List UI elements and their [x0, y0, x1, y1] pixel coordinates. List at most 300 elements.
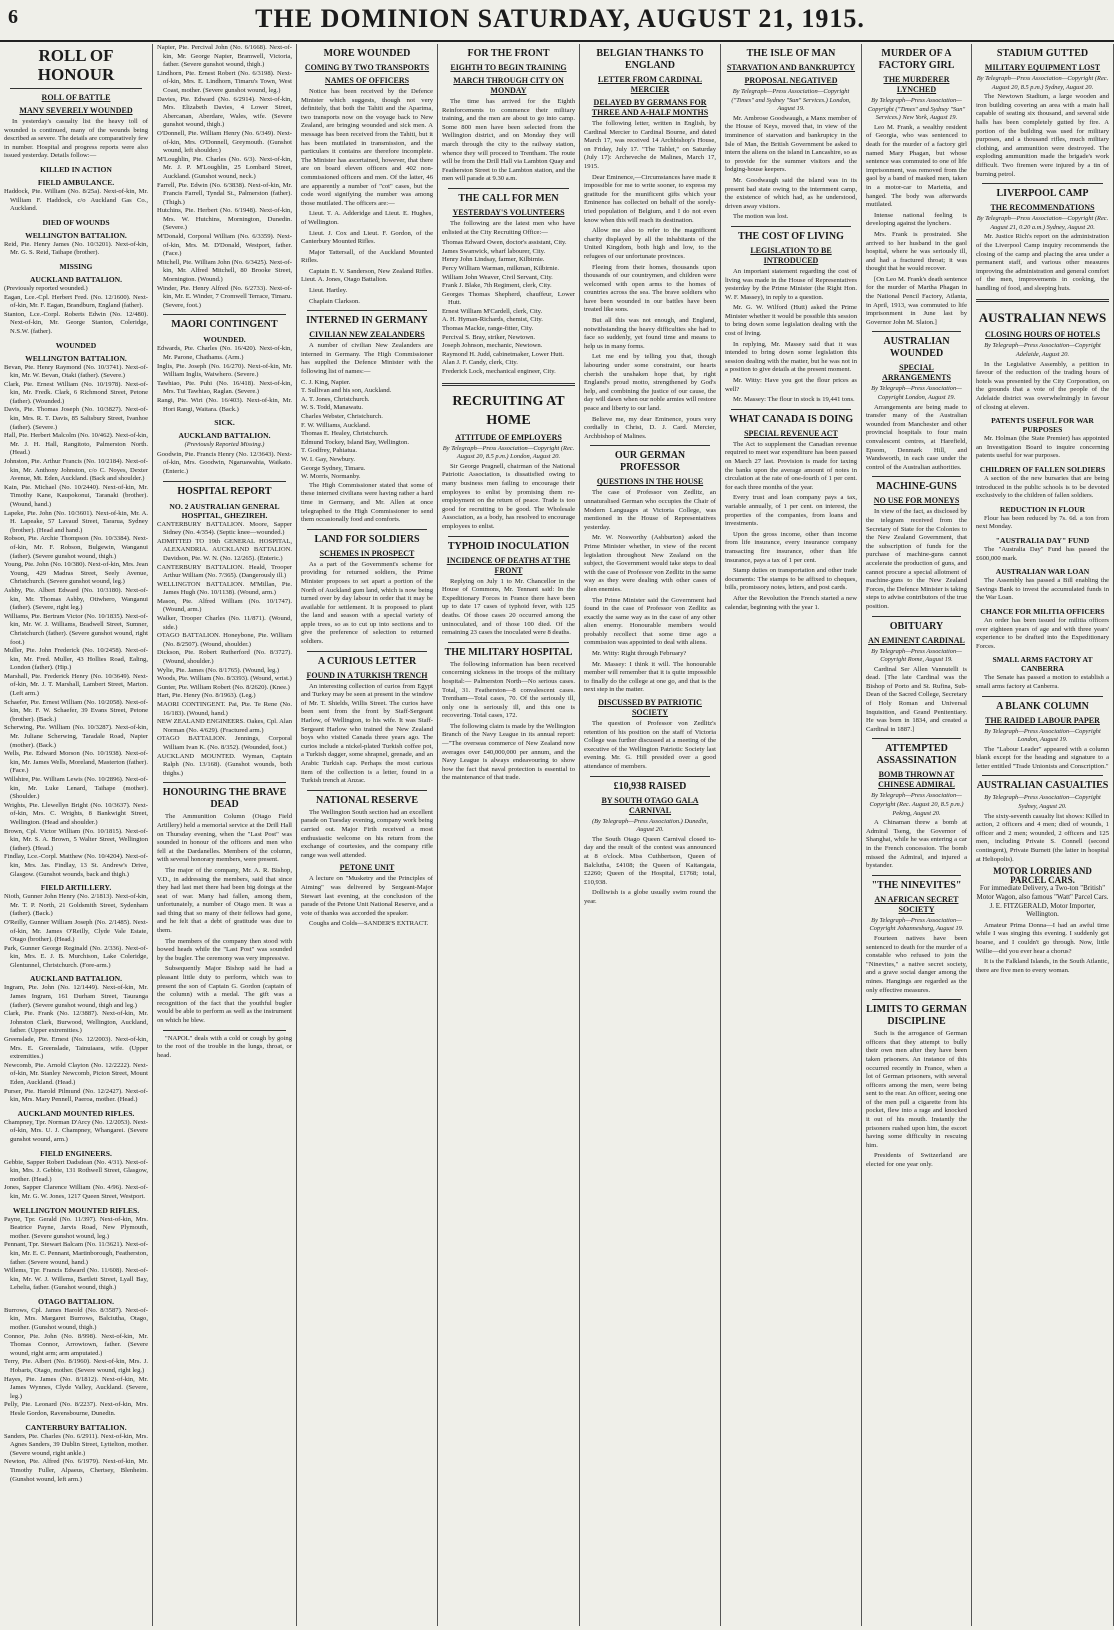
headline: INTERNED IN GERMANY: [306, 315, 428, 327]
divider: [307, 651, 427, 652]
dateline: By Telegraph—Press Association—Copyright (Rec. August 21, 0.20 a.m.) Sydney, August 20.: [976, 215, 1109, 231]
list-entry: Young, Pte. John (No. 10/380). Next-of-kin, Mrs. Jean Young, 429 Madras Street, Seely Avenue, Christchurch. (Severe gunshot wound, leg.): [4, 561, 148, 586]
unit-heading: AUCKLAND MOUNTED RIFLES.: [17, 1108, 135, 1118]
list-entry: Terry, Pte. Albert (No. 8/1960). Next-of-kin, Mrs. J. Hobarts, Otago, mother. (Severe wound, right leg.): [4, 1358, 148, 1375]
article-body: Arrangements are being made to transfer many of the Australian wounded from Manchester and other provincial hospitals to four main convalescent centres, at Harefield, Epsom, Denmark Hill, and Wandsworth, in each case under the control of the Australian authorities.: [866, 403, 967, 471]
article-body: The Newtown Stadium, a large wooden and iron building covering an area with a main hall capable of seating six thousand, and several side halls has been completely gutted by fire. A portion of the building was used for military purposes, and a thousand rifles, much military clothing, and ammunition were destroyed. The exploding ammunition made the brigade's work difficult. Two firemen were injured by a tin of burning petrol.: [976, 93, 1109, 178]
paragraph: But all this was not enough, and England, notwithstanding the heavy difficulties she had to face so suddenly, yet found time and means to help us in many forms.: [584, 317, 716, 350]
paragraph: Chaplain Clarkson.: [309, 297, 360, 305]
list-entry: AUCKLAND MOUNTED. Wyman, Captain Ralph (No. 13/168). (Gunshot wounds, both thighs.): [157, 752, 292, 777]
divider: [872, 999, 961, 1000]
dateline: (By Telegraph—Press Association.) Dunedin, August 20.: [591, 817, 709, 834]
headline: LAND FOR SOLDIERS: [314, 533, 420, 545]
name-list: [442, 239, 575, 377]
article-body: The South Otago Queen Carnival closed to-day and the result of the contest was announced at 8 o'clock. Miss Cuthbertson, Queen of Balclutha, £4108; the Queen of Kaitangata, £2260; Queen of the Hospital, £1768; total, £10,938.: [584, 835, 716, 886]
list-entry: C. J. King, Napier.: [301, 378, 351, 386]
list-entry: Mason, Pte. Alfred William (No. 10/1747). (Wound, arm.): [157, 597, 292, 614]
list-entry: Jones, Sapper Clarence William (No. 4/96). Next-of-kin, Mr. G. W. Jones, 1217 Queen Street, Westport.: [4, 1184, 148, 1200]
dateline: By Telegraph—Press Association—Copyright London, August 19.: [871, 385, 962, 402]
list-entry: M'Loughlin, Pte. Charles (No. 6/3). Next-of-kin, Mr. J. P. M'Loughlin, 25 Lombard Street, Auckland. (Gunshot wound, neck.): [157, 155, 292, 180]
divider: [982, 183, 1103, 184]
headline: MAORI CONTINGENT: [171, 319, 278, 331]
list-entry: Payne, Tpr. Gerald (No. 11/397). Next-of-kin, Mrs. Beatrice Payne, Jarvis Road, New Plymouth, mother. (Severe gunshot wound, leg.): [4, 1215, 148, 1240]
divider: [976, 299, 1109, 302]
divider: [163, 314, 286, 315]
list-entry: Edmund Tockey, Island Bay, Wellington.: [301, 438, 409, 446]
section-heading: REDUCTION IN FLOUR: [999, 504, 1086, 514]
subhead: BOMB THROWN AT CHINESE ADMIRAL: [878, 770, 955, 790]
list-entry: Pelly, Pte. Leonard (No. 8/2237). Next-of-kin, Mrs. Hesle Gordon, Ravensbourne, Dunedin.: [4, 1401, 148, 1417]
paragraph: Fleeing from their homes, thousands upon thousands of our countrymen, and children were welcomed with open arms to the homes of countries across the sea. The brave soldiers who have been wounded in our battles have been treated like sons.: [584, 263, 716, 314]
list-entry: Findlay, Lce.-Corpl. Matthew (No. 10/4204). Next-of-kin, Mrs. Jas. Findlay, 13 St. Andrew's Drive, Glasgow. (Gunshot wounds, back and thigh.): [4, 853, 148, 878]
list-entry: Percy William Warman, milkman, Kilbirnie.: [442, 264, 560, 272]
list-entry: Burrows, Cpl. James Harold (No. 8/3587). Next-of-kin, Mrs. Margaret Burrows, Balciutha, Otago, mother. (Gunshot wound, thigh.): [4, 1306, 148, 1332]
list-entry: Champney, Tpr. Norman D'Arcy (No. 12/2053). Next-of-kin, Mrs. U. J. Champney, Whangarei. (Severe gunshot wound, arm.): [4, 1118, 148, 1143]
list-entry: Winder, Pte. Henry Alfred (No. 6/2733). Next-of-kin, Mr. E. Winder, 7 Cromwell Terrace, Timaru. (Severe, foot.): [157, 284, 292, 309]
list-entry: Napier, Pte. Percival John (No. 6/1668). Next-of-kin, Mr. George Napier, Bramwell, Victoria, father. (Severe gunshot wound, thigh.): [157, 44, 292, 69]
list-entry: Johnston, Pte. Arthur Francis (No. 10/2184). Next-of-kin, Mr. Anthony Johnston, c/o C. Noyes, Dexter Avenue, Mt. Eden, Auckland. (Back and shoulder.): [4, 458, 148, 483]
footer-note: Presidents of Switzerland are elected for one year only.: [866, 1152, 967, 1169]
headline: A CURIOUS LETTER: [317, 655, 417, 667]
list-entry: Nioth, Gunner John Henry (No. 2/1813). Next-of-kin, Mr. T. P. North, 21 Goldsmith Street, Sydenham (father). (Back.): [4, 893, 148, 918]
paragraph: In replying, Mr. Massey said that it was intended to bring down some legislation this session dealing with the matter, but he was not in a position to give details at the present moment.: [725, 340, 857, 374]
list-entry: MAORI CONTINGENT. Pai, Pte. Te Rene (No. 16/183). (Wound, hand.): [157, 701, 292, 717]
list-entry: W. Morris, Normanby.: [301, 473, 361, 481]
list-entry: Park, Gunner George Reginald (No. 2/336). Next-of-kin, Mrs. E. J. B. Murchison, Lake Coleridge, Glentunnel, Christchurch. (Fore-arm.): [4, 944, 148, 969]
list-entry: Raymond H. Judd, cabinetmaker, Lower Hutt.: [442, 350, 564, 358]
list-entry: Inglis, Pte. Joseph (No. 16/270). Next-of-kin, Mr. William Inglis, Waiwhero. (Severe.): [157, 362, 292, 379]
article-body: The Wellington South section had an excellent parade on Tuesday evening, company work being carried out. Major Firth received a most enthusiastic welcome on his return from the exchange of courtesies, and the company rifle range was well attended.: [301, 808, 433, 859]
subhead: MANY SEVERELY WOUNDED: [19, 106, 133, 115]
list-entry: Hayes, Pte. James (No. 8/1812). Next-of-kin, Mr. James Wynnes, Clyde Valley, Auckland. (Severe, leg.): [4, 1375, 148, 1400]
list-entry: Clark, Pte. Ernest William (No. 10/1978). Next-of-kin, Mr. Fredk. Clark, 6 Richmond Street, Petone (father). (Wounded.): [4, 380, 148, 405]
paragraph: Stamp duties on transportation and other trade documents: The stamps to be affixed to cheques, bills, promissory notes, letters, and post cards.: [725, 567, 857, 592]
casualty-list: [4, 1433, 148, 1485]
list-entry: Alan J. F. Candy, clerk, City.: [442, 359, 518, 367]
ad-title: MOTOR LORRIES AND PARCEL CARS.: [993, 866, 1092, 885]
dateline: By Telegraph—Press Association—Copyright (Rec. August 20, 8.5 p.m.) Sydney, August 20.: [976, 75, 1109, 91]
list-entry: Clark, Pte. Frank (No. 12/3887). Next-of-kin, Mr. Johnston Clark, Burwood, Wellington, Auckland, father. (Upper extremities.): [4, 1010, 148, 1035]
divider: [731, 226, 851, 227]
headline: "THE NINEVITES": [871, 879, 962, 891]
list-entry: OTAGO BATTALION. Honeybone, Pte. William (No. 8/2507). (Wound, shoulder.): [157, 632, 292, 648]
subhead: FOUND IN A TURKISH TRENCH: [306, 670, 428, 680]
list-entry: Rangi, Pte. Wiri (No. 16/403). Next-of-kin, Mr. Hori Rangi, Waitara. (Back.): [157, 396, 292, 413]
section-heading: WOUNDED.: [203, 335, 246, 345]
list-entry: Newcomb, Pte. Arnold Clayton (No. 12/2222). Next-of-kin, Mr. Stanley Newcomb, Picton Street, Mount Eden, Auckland. (Head.): [4, 1061, 148, 1086]
list-entry: Ashby, Pte. Albert Edward (No. 10/3180). Next-of-kin, Mr. Thomas Ashby, Otiwhero, Wanganui (father). (Severe, right leg.): [4, 586, 148, 612]
article-body: Such is the arrogance of German officers that they attempt to bully their own men after they have been taken prisoners. An instance of this occurred recently in France, when a lot of German prisoners, with several officers among the men, were being sent to the rear. An officer, seeing one of the men pull a cigarette from his pocket, flew into a rage and knocked it out of his mouth. Instantly the prisoners rushed upon him, the escort having some difficulty in rescuing him.: [866, 1030, 967, 1149]
section-heading: MISSING: [59, 261, 93, 271]
paragraph: Captain E. V. Sanderson, New Zealand Rifles. Lieut. A. Jones, Otago Battalion.: [301, 267, 433, 284]
page-number: 6: [8, 6, 18, 28]
subhead: PROPOSAL NEGATIVED: [744, 76, 838, 85]
list-entry: CANTERBURY BATTALION. Heald, Trooper Arthur William (No. 7/365). (Dangerously ill.): [157, 563, 292, 580]
article-body: [866, 124, 967, 328]
article-body: [157, 813, 292, 1025]
dateline: By Telegraph—Press Association—Copyright (Rec. August 20, 8.5 p.m.) Peking, August 20.: [869, 792, 964, 817]
casualty-list: [4, 188, 148, 214]
headline: HONOURING THE BRAVE DEAD: [162, 787, 287, 811]
section-heading: DIED OF WOUNDS: [42, 217, 110, 227]
subhead: STARVATION AND BANKRUPTCY: [726, 63, 856, 72]
section-heading: CHANCE FOR MILITIA OFFICERS: [980, 606, 1105, 616]
list-entry: Dickson, Pte. Robert Rutherford (No. 8/3727). (Wound, shoulder.): [157, 649, 292, 666]
list-entry: Pennant, Tpr. Stewart Balcam (No. 11/3621). Next-of-kin, Mr. E. C. Pennant, Martinborough, Featherston, father. (Severe wound, hand.): [4, 1241, 148, 1266]
unit-heading: WELLINGTON MOUNTED RIFLES.: [12, 1205, 140, 1215]
unit-heading: FIELD ENGINEERS.: [40, 1148, 112, 1158]
list-entry: O'Reilly, Gunner William Joseph (No. 2/1485). Next-of-kin, Mr. James O'Reilly, Clyde Vale Estate, Otago (brother). (Head.): [4, 918, 148, 944]
headline: OBITUARY: [889, 620, 944, 632]
divider: [448, 536, 569, 537]
article-body: In the Legislative Assembly, a petition in favour of the reduction of the trading hours of hotels was presented by the City Corporation, on the grounds that a vote of the people of the Adelaide district was overwhelmingly in favour of closing at eleven.: [976, 360, 1109, 411]
headline: THE COST OF LIVING: [738, 230, 844, 242]
paragraph: The Act to supplement the Canadian revenue required to meet war expenditure has been passed on March 27 last. Provision is made for taxing the banks upon the average amount of notes in circulation at the rate of one-fourth of 1 per cent. for each three months of the year.: [725, 440, 857, 491]
article-body: An interesting collection of curios from Egypt and Turkey may be seen at present in the window of Mr. T. Shields, Willis Street. The curios have been sent from the front by Staff-Sergeant Harlow, of Wellington, to his wife. It was Staff-Sergeant Harlow who trained the New Zealand boys who visited Canada three years ago. The curios include a nickel-plated Turkish coffee pot, a Turkish dagger, some shrapnel, grenade, and an Arabic Turkish cap. Perhaps the most curious item of the collection is a letter, found in a Turkish trench at Anzac.: [301, 682, 433, 785]
article-body: [301, 88, 433, 306]
list-entry: Gunter, Pte. William Robert (No. 8/2620). (Knee.): [157, 683, 290, 691]
article-body: A number of civilian New Zealanders are interned in Germany. The High Commissioner has supplied the Defence Minister with the following list of names:—: [301, 342, 433, 376]
divider: [448, 642, 569, 643]
list-entry: Hart, Pte. Henry (No. 8/1963). (Leg.): [157, 692, 256, 700]
article-body: Mr. Justice Rich's report on the administration of the Liverpool Camp inquiry recommends the closing of the camp and placing the area under a permanent staff, and various other measures improving the administration and general comfort of the men, improvements in cooking, the handling of food, and sleeping huts.: [976, 233, 1109, 292]
list-entry: Brown, Cpl. Victor William (No. 10/1815). Next-of-kin, Mr. S. A. Brown, 5 Walter Street, Wellington (father). (Head.): [4, 827, 148, 852]
list-entry: Newton, Pte. Alfred (No. 6/1979). Next-of-kin, Mr. Timothy Fuller, Alpaeus, Chertsey, Blenheim. (Gunshot wound, left arm.): [4, 1458, 148, 1483]
ad-body: For immediate Delivery, a Two-ton "British" Motor Wagon, also famous "Watt" Parcel Cars. J. E. FITZGERALD, Motor Importer, Wellington.: [976, 884, 1109, 919]
list-entry: Bevan, Pte. Henry Raymond (No. 10/3741). Next-of-kin, Mr. W. Bevan, Otaki (father). (Severe.): [4, 363, 148, 380]
divider: [307, 529, 427, 530]
paragraph: Mrs. Frank is prostrated. She arrived to her husband in the gaol hospital, where he was seriously ill, and had a fractured throat; it was thought that he would recover.: [866, 230, 967, 273]
subhead: ROLL OF BATTLE: [41, 93, 111, 102]
list-entry: Goodwin, Pte. Francis Henry (No. 12/3643). Next-of-kin, Mrs. Goodwin, Ngaruawahia, Waikato. (Enteric.): [157, 450, 292, 475]
column-isle-of-man: [721, 44, 862, 1626]
article-body: The time has arrived for the Eighth Reinforcements to commence their military training, and the men are about to go into camp. Some 800 men have been selected from the Wellington district, and on Monday they will march through the city to the railway station, whence they will proceed to Trentham. The route will be from the Drill Hall via Lambton Quay and Featherston Street to the Lambton station, and the men will parade at 9.30 a.m.: [442, 98, 575, 183]
paragraph: The Prime Minister said the Government had found in the case of Professor von Zedlitz as exactly the same way as in the case of any other alien enemy. Honourable members would probably recollect that some time ago a commission was appointed to deal with aliens.: [584, 596, 716, 647]
list-entry: O'Donnell, Pte. William Henry (No. 6/349). Next-of-kin, Mrs. O'Donnell, Greymouth. (Gunshot wound, left shoulder.): [157, 129, 292, 155]
paragraph: Allow me also to refer to the magnificent charity displayed by all the inhabitants of the United Kingdom, both high and low, to the refugees of our unfortunate provinces.: [584, 227, 716, 260]
article-body: The Assembly has passed a Bill enabling the Savings Bank to invest the accumulated funds in the War Loan.: [976, 577, 1109, 602]
unit-heading: AUCKLAND BATTALION.: [29, 974, 123, 984]
article-body: It is the Falkland Islands, in the South Atlantic, there are five men to every woman.: [976, 958, 1109, 974]
dateline: By Telegraph—Press Association—Copyright Adelaide, August 20.: [984, 342, 1101, 359]
section-heading: AUSTRALIAN WAR LOAN: [995, 567, 1090, 577]
section-heading: SICK.: [214, 418, 235, 428]
headline: HOSPITAL REPORT: [177, 485, 272, 497]
headline: FOR THE FRONT: [467, 48, 550, 59]
subhead: LEGISLATION TO BE INTRODUCED: [750, 245, 832, 265]
subhead: PETONE UNIT: [339, 863, 395, 873]
paragraph: Believe me, my dear Eminence, yours very cordially in Christ, D. J. Card. Mercier, Archbishop of Malines.: [584, 415, 716, 440]
list-entry: T. Sullivan and his son, Auckland.: [301, 387, 392, 395]
list-entry: Willshire, Pte. William Lewis (No. 10/2896). Next-of-kin, Mr. Luke Lenard, Taihape (mother). (Shoulder.): [4, 776, 148, 801]
list-entry: Ernest William M'Cardell, clerk, City.: [442, 307, 543, 315]
list-entry: Robson, Pte. Archie Thompson (No. 10/3384). Next-of-kin, Mr. F. Robson, Bulgewin, Wanganui (father). (Severe gunshot wound, thigh.): [4, 535, 148, 560]
paragraph: The Ammunition Column (Otago Field Artillery) held a memorial service at the Drill Hall on Thursday evening, when the "Last Post" was sounded in honour of the officers and men who fell at the Dardanelles. Members of the column, with several honorary members, were present.: [157, 813, 292, 864]
subhead: NAMES OF OFFICERS: [324, 76, 410, 85]
casualty-list: [157, 345, 292, 414]
subhead: LETTER FROM CARDINAL MERCIER: [597, 75, 702, 94]
list-entry: WELLINGTON BATTALION. M'Millan, Pte. James Hugh (No. 10/1138). (Wound, arm.): [157, 580, 292, 597]
divider: [872, 616, 961, 617]
unit-heading: AUCKLAND BATTALION.: [178, 431, 271, 441]
subhead: BY SOUTH OTAGO GALA CARNIVAL: [601, 795, 699, 815]
headline: THE MILITARY HOSPITAL: [444, 646, 573, 658]
article-body: Sir George Pragnell, chairman of the National Patriotic Association, is dissatisfied owing to many business men failing to encourage their employees to enlist by promising them re-employment on the return of peace. Trade is too good for recruiting to be good. The Wholesale Association, as a body, has resolved to encourage employees to enlist.: [442, 462, 575, 530]
article-body: Amateur Prima Donna—I had an awful time while I was singing this evening. I suddenly got hoarse, and I couldn't go through. Now, little Willie—did you ever hear a chorus?: [976, 921, 1109, 955]
subhead: EIGHTH TO BEGIN TRAINING: [450, 63, 567, 72]
subhead: DELAYED BY GERMANS FOR THREE AND A-HALF MONTHS: [591, 98, 709, 117]
list-entry: Charles Webster, Christchurch.: [301, 413, 383, 420]
list-entry: Thomas E. Healey, Christchurch.: [301, 430, 389, 438]
divider: [307, 310, 427, 311]
section-heading: WOUNDED: [55, 340, 97, 350]
article-body: In yesterday's casualty list the heavy toll of wounded is continued, many of the wounds being described as severe. The details are comparatively few in number. Hospital and progress reports were also issued yesterday. Details follow:—: [4, 118, 148, 160]
article-body: The following are the latest men who have enlisted at the City Recruiting Office:—: [442, 219, 575, 236]
list-entry: M'Donald, Corporal William (No. 6/3359). Next-of-kin, Mrs. M. D'Donald, Westport, father. (Face.): [157, 233, 292, 258]
unit-heading: CANTERBURY BATTALION.: [25, 1422, 127, 1432]
article-body: A lecture on "Musketry and the Principles of Aiming" was delivered by Sergeant-Major Stewart last evening, at the conclusion of the parade of the Petone Unit National Reserve, and a vote of thanks was accorded the speaker.: [301, 875, 434, 917]
list-entry: Edwards, Pte. Charles (No. 16/420). Next-of-kin, Mr. Parone, Chathams. (Arm.): [157, 345, 292, 361]
divider: [872, 476, 961, 477]
advertisement: Coughs and Colds—SANDER'S EXTRACT.: [309, 920, 429, 928]
unit-heading: FIELD ARTILLERY.: [40, 883, 112, 893]
divider: [872, 875, 961, 876]
paragraph: Every trust and loan company pays a tax, variable annually, of 1 per cent. on interest, the properties of the companies, from loans and investments.: [725, 494, 857, 528]
footer-note: Dolliwish is a globe usually swim round the year.: [584, 889, 716, 905]
list-entry: CANTERBURY BATTALION. Moore, Sapper Sidney (No. 4/354). (Septic knee—wounded.): [157, 520, 292, 537]
headline: THE ISLE OF MAN: [746, 48, 836, 59]
name-list: [301, 379, 433, 482]
article-body: The sixty-seventh casualty list shows: Killed in action, 2 officers and 4 men; died of wounds, 1 officer and 2 men; wounded, 2 officers and 125 men, including Private S. Connell (second contingent), Private Burnett (the latter in hospital at Heliopolis).: [976, 812, 1109, 863]
article-body: [725, 268, 857, 405]
subhead: AN EMINENT CARDINAL: [868, 635, 965, 645]
paragraph: Lieut. Hartley.: [309, 287, 348, 295]
article-body: [725, 441, 857, 593]
list-entry: Haddock, Pte. William (No. 8/25a). Next-of-kin, Mr. William F. Haddock, c/o Auckland Gas Co., Auckland.: [4, 187, 148, 213]
paragraph: Subsequently Major Bishop said he had a pleasant little duty to perform, which was to present the son of Captain G. Gordon (captain of the column) with a medal. The gift was a recognition of the fact that the youthful bugler would be able to perform as well as the instrument on which he blew.: [157, 965, 292, 1024]
paragraph: An important statement regarding the cost of living was made in the House of Representatives yesterday by the Prime Minister (the Right Hon. W. F. Massey), in reply to a question.: [725, 267, 857, 301]
column-more-wounded: [297, 44, 438, 1626]
list-entry: Purser, Pte. Harold Pilmund (No. 12/2427). Next-of-kin, Mrs. Mary Pennell, Paeroa, mother. (Head.): [4, 1087, 148, 1104]
casualty-list: [4, 1216, 148, 1293]
paragraph: [On Leo M. Frank's death sentence for the murder of Martha Phagan in the National Pencil Factory, Atlanta, in April, 1913, was commuted to life imprisonment in June last by Governor John M. Slaton.]: [866, 275, 967, 326]
list-entry: Schaefer, Pte. Ernest William (No. 10/2058). Next-of-kin, Mr. F. W. Schaefer, 39 Evans Street, Petone (brother). (Back.): [4, 698, 148, 723]
subhead: NO USE FOR MONEYS: [873, 496, 960, 506]
headline: £10,938 RAISED: [613, 780, 687, 792]
subhead: CLOSING HOURS OF HOTELS: [984, 330, 1101, 340]
list-entry: Lindhorn, Pte. Ernest Robert (No. 6/3198). Next-of-kin, Mrs. E. Lindhorn, Timaru's Town, West Coast, mother. (Severe gunshot wound, leg.): [157, 69, 292, 94]
advertisement: "NAPOL" deals with a cold or cough by going to the root of the trouble in the lungs, throat, or head.: [157, 1034, 292, 1059]
paragraph: Mr. Goodwaugh said the island was in its present bad state owing to the internment camp, the existence of which had, as he understood, driven away visitors.: [725, 176, 857, 210]
headline: MURDER OF A FACTORY GIRL: [878, 48, 955, 71]
article-body: The High Commissioner stated that some of these interned civilians were having rather a hard time in Germany, and Mr. Allen at once telegraphed to the High Commissioner to send them occasionally food and comforts.: [301, 481, 433, 524]
subhead: SCHEMES IN PROSPECT: [319, 548, 415, 558]
list-entry: Wylie, Pte. James (No. 8/1765). (Wound, leg.): [157, 666, 280, 674]
paragraph: The members of the company then stood with bowed heads while the "Last Post" was sounded by the bugler. The ceremony was very impressive.: [157, 937, 292, 962]
paragraph: Upon the gross income, other than income from life insurance, every insurance company transacting fire insurance, other than life insurance, pays a tax of 1 per cent.: [725, 530, 857, 564]
subhead: DISCUSSED BY PATRIOTIC SOCIETY: [598, 698, 702, 718]
unit-heading: WELLINGTON BATTALION.: [25, 353, 127, 363]
paragraph: Mr. Ambrose Goodwaugh, a Manx member of the House of Keys, moved that, in view of the imminence of starvation and bankruptcy in the Isle of Man, the British Government be asked to intern the aliens on the island in Lancashire, so as to provide for the summer visitors and the lodging-house keepers.: [725, 114, 857, 174]
unit-heading: OTAGO BATTALION.: [38, 1296, 114, 1306]
list-entry: Henry John Lindsay, farmer, Kilbirnie.: [442, 256, 545, 264]
subhead: AN AFRICAN SECRET SOCIETY: [874, 894, 959, 914]
subhead: INCIDENCE OF DEATHS AT THE FRONT: [446, 555, 571, 575]
list-entry: Ingram, Pte. John (No. 12/1449). Next-of-kin, Mr. James Ingram, 161 Durham Street, Tauranga (father). (Severe gunshot wound, thigh and leg.): [4, 984, 148, 1009]
headline: ATTEMPTED ASSASSINATION: [876, 743, 957, 767]
list-entry: Wrights, Pte. Llewellyn Bright (No. 10/3637). Next-of-kin, Mrs. C. Wrights, 8 Bankwight Street, Wellington. (Head and shoulder.): [4, 801, 148, 826]
divider: [163, 1030, 286, 1031]
headline: THE CALL FOR MEN: [458, 192, 559, 204]
list-entry: Walker, Trooper Charles (No. 11/871). (Wound, side.): [157, 615, 292, 631]
headline: STADIUM GUTTED: [996, 48, 1089, 59]
paragraph: Dear Eminence,—Circumstances have made it impossible for me to write sooner, to express my gratitude for the munificent gifts which your Eminence has collected on behalf of the sorely-tried population of Belgium, and I do not even know when this will reach its destination.: [584, 173, 716, 224]
list-entry: Frederick Lock, mechanical engineer, City.: [442, 368, 556, 376]
article-body: Replying on July 1 to Mr. Chancellor in the House of Commons, Mr. Tennant said: In the Expeditionary Forces in France there have been up to date 17 cases of typhoid fever, with 125 deaths. Of those cases 20 occurred among the uninoculated, and of those 100 died. Of the remaining 23 cases the inoculated were 8 deaths.: [442, 577, 575, 637]
headline-recruiting: RECRUITING AT HOME: [452, 393, 565, 428]
list-entry: Marshall, Pte. Frederick Henry (No. 10/3649). Next-of-kin, Mr. J. T. Marshall, Lambert Street, Marton. (Left arm.): [4, 672, 148, 698]
list-entry: Georges Thomas Shepherd, chauffeur, Lower Hutt.: [442, 290, 575, 307]
headline: WHAT CANADA IS DOING: [728, 413, 854, 425]
newspaper-masthead-title: THE DOMINION SATURDAY, AUGUST 21, 1915.: [255, 4, 865, 33]
list-entry: (Previously reported wounded.): [4, 284, 88, 292]
divider: [163, 481, 286, 482]
article-body: The following information has been received concerning sickness in the troops of the military hospital:— Palmerston North—No serious cases. Total, 31. Featherston—8 convalescent cases. Trentham—Total cases, 70. Of the seriously ill, only one is seriously ill, and this one is recovering. Total cases, 172.: [442, 660, 575, 720]
subhead: SPECIAL ARRANGEMENTS: [882, 363, 951, 383]
paragraph: Mr. Witty: Have you got the flour prices as well?: [725, 377, 857, 393]
subhead: SPECIAL REVENUE ACT: [744, 428, 838, 438]
unit-heading: FIELD AMBULANCE.: [37, 177, 115, 187]
casualty-list: [157, 451, 292, 477]
dateline: By Telegraph—Press Association—Copyright (Rec. August 20, 8.5 p.m.) London, August 20.: [442, 444, 575, 461]
subhead: THE RAIDED LABOUR PAPER: [985, 715, 1100, 725]
masthead: [0, 0, 1114, 42]
list-entry: Gebbie, Sapper Robert Dadsdean (No. 4/31). Next-of-kin, Mrs. J. Gebbie, 131 Rothwell Street, Glasgow, mother. (Head.): [4, 1158, 148, 1183]
list-entry: James Swanwick, wharf labourer, City.: [442, 247, 546, 255]
list-entry: Muller, Pte. John Frederick (No. 10/2458). Next-of-kin, Mr. Fred. Muller, 43 Hollies Road, Ealing, London (father). (Hip.): [4, 647, 148, 672]
article-body: [725, 115, 857, 222]
divider: [982, 775, 1103, 776]
casualty-list: [4, 984, 148, 1104]
list-entry: Thomas Edward Owen, doctor's assistant, City.: [442, 239, 567, 247]
divider: [448, 188, 569, 189]
headline: LIVERPOOL CAMP: [996, 188, 1089, 200]
unit-heading: WELLINGTON BATTALION.: [25, 230, 127, 240]
paragraph: The case of Professor von Zedlitz, an unnaturalised German who occupies the Chair of Modern Languages at Victoria College, was mentioned in the House of Representatives yesterday.: [584, 489, 716, 531]
headline: AUSTRALIAN CASUALTIES: [976, 780, 1109, 792]
list-entry: OTAGO BATTALION. Jennings, Corporal William Ivan K. (No. 8/352). (Wounded, foot.): [157, 735, 292, 751]
paragraph: Let me end by telling you that, though labouring under some constraint, our hearts cherish the unshaken hope that, by right England's proud motto, strengthened by God's help, and combining the justice of our cause, the day will dawn when our noble armies will restore peace and liberty to our land.: [584, 353, 716, 412]
list-entry: Reid, Pte. Henry James (No. 10/3201). Next-of-kin, Mr. G. S. Reid, Taihape (brother).: [4, 240, 148, 257]
hospital-list: [157, 521, 292, 779]
article-body: The "Labour Leader" appeared with a column blank except for the heading and signature to a letter entitled "Trade Unionists and Conscription.": [976, 745, 1109, 770]
list-entry: Davis, Pte. Thomas Joseph (No. 10/3827). Next-of-kin, Mrs. R. T. Davis, 85 Salisbury Street, Ivanhoe (father). (Severe.): [4, 406, 148, 431]
paragraph: Mr. Massey: The flour in stock is 19,441 tons.: [733, 396, 855, 404]
divider: [982, 696, 1103, 697]
article-body: Cardinal Ser Allen Vannutelli is dead. [The late Cardinal was the Bishop of Porto and St. Rufina, Sub-Dean of the Sacred College, Secretary of Holy Roman and Universal Inquisition, and Grand Penitentiary. He was born in 1834, and created a Cardinal in 1887.]: [866, 665, 967, 733]
article-body: [584, 489, 716, 695]
subhead: YESTERDAY'S VOLUNTEERS: [452, 207, 565, 217]
article-body: The question of Professor von Zedlitz's retention of his position on the staff of Victoria College was further discussed at a meeting of the executive of the Wellington Patriotic Society last evening. Mr. G. Hill presided over a good attendance of members.: [584, 720, 716, 770]
divider: [872, 331, 961, 332]
article-body: The following claim is made by the Wellington Branch of the Navy League in its annual report:—"The overseas commerce of New Zealand now averages over £40,000,000 per annum, and the Navy League is always endeavouring to show how the fact that naval protection is essential to the maintenance of that trade.: [442, 722, 575, 782]
headline: TYPHOID INOCULATION: [447, 540, 570, 552]
list-entry: Eagan, Lce.-Cpl. Herbert Fred. (No. 12/1600). Next-of-kin, Mr. F. Eagan, Brandburn, England (father).: [4, 293, 148, 310]
dateline: By Telegraph—Press Association—Copyright London, August 19.: [984, 727, 1101, 744]
article-body: As a part of the Government's scheme for providing for returned soldiers, the Prime Minister proposes to set apart a portion of the North of Auckland gum land, which is now being turned over by day labour in order that it may be available for settlement. It is proposed to plant the land and season with a special variety of apple trees, so as to cut up into sections and to give the preference of selection to returned soldiers.: [301, 560, 433, 646]
casualty-list: [4, 1159, 148, 1202]
subhead: COMING BY TWO TRANSPORTS: [304, 63, 430, 72]
subhead: CIVILIAN NEW ZEALANDERS: [309, 330, 425, 340]
list-entry: Davies, Pte. Edward (No. 6/2914). Next-of-kin, Mrs. Elizabeth Davies, 4 Lower Street, Abercanan, Aberdare, Wales, wife. (Severe gunshot wound, thigh.): [157, 95, 292, 129]
dateline: By Telegraph—Press Association—Copyright ("Times" and Sydney "Sun" Services.) New York, August 19.: [867, 97, 966, 122]
column-stadium-gutted: [972, 44, 1114, 1626]
list-entry: A. T. Jones, Christchurch.: [301, 395, 370, 403]
list-entry: Wells, Pte. Edward Morson (No. 10/1938). Next-of-kin, Mr. James Wells, Moreland, Masterton (father). (Face.): [4, 750, 148, 775]
headline: LIMITS TO GERMAN DISCIPLINE: [866, 1004, 967, 1028]
article-body: The Senate has passed a motion to establish a small arms factory at Canberra.: [976, 674, 1109, 690]
column-for-the-front: [438, 44, 580, 1626]
paragraph: Major Tattersall, of the Auckland Mounted Rifles.: [301, 248, 433, 265]
divider: [10, 88, 142, 89]
list-entry: Lapeke, Pte. John (No. 10/3601). Next-of-kin, Mr. A. H. Lapeake, 57 Lavaud Street, Tararua, Sydney (brother). (Head and hand.): [4, 509, 148, 534]
headline: NATIONAL RESERVE: [316, 794, 418, 806]
paragraph: Notice has been received by the Defence Minister which suggests, though not very definitely, that both the Tahiti and the Aparima, two transports now on the voyage back to New Zealand, are bringing wounded and sick men. A message has been received from the Tahiti, but it has been mutilated in transmission, and the particulars it contains are therefore incomplete. The Minister has ascertained, however, that there are on board eleven officers and 402 non-commissioned officers and men. Of the latter, 46 are apparently a number of "cot" cases, but the code word signifying the number was among those mutilated. The officers are:—: [301, 88, 433, 207]
headline: MORE WOUNDED: [323, 48, 411, 59]
note: (Previously Reported Missing.): [184, 441, 265, 449]
list-entry: Mitchell, Pte. William John (No. 6/3425). Next-of-kin, Mr. Alfred Mitchell, 80 Brooke Street, Mornington. (Wound.): [157, 258, 292, 284]
column-casualties-continued: [153, 44, 297, 1626]
article-body: An order has been issued for militia officers over eighteen years of age and with three years' experience to be drafted into the Expeditionary Forces.: [976, 616, 1109, 650]
article-body: [584, 120, 716, 441]
paragraph: The motion was lost.: [733, 213, 789, 221]
list-entry: Scherwing, Pte. William (No. 10/3287). Next-of-kin, Mr. Juliane Scherwing, Taradale Road, Napier (mother). (Back.): [4, 724, 148, 749]
list-entry: Hutchins, Pte. Herbert (No. 6/1948). Next-of-kin, Mrs. W. Hutchins, Mornington, Dunedin. (Severe.): [157, 207, 292, 232]
headline: BELGIAN THANKS TO ENGLAND: [596, 48, 704, 71]
divider: [872, 738, 961, 739]
subhead: THE RECOMMENDATIONS: [990, 203, 1095, 213]
section-heading: KILLED IN ACTION: [40, 164, 112, 174]
subhead: MILITARY EQUIPMENT LOST: [984, 63, 1101, 72]
list-entry: Farrell, Pte. Edwin (No. 6/3838). Next-of-kin, Mr. Francis Farrell, Tyndal St., Palmerston (father). (Thigh.): [157, 181, 292, 206]
paragraph: Lieut. T. A. Adderidge and Lieut. E. Hughes, of Wellington.: [301, 210, 433, 226]
column-murder-factory-girl: [862, 44, 972, 1626]
article-body: Mr. Holman (the State Premier) has appointed an Investigation Board to inquire concerning patents useful for war purposes.: [976, 435, 1109, 460]
unit-heading: AUCKLAND BATTALION.: [29, 274, 123, 284]
section-heading: "AUSTRALIA DAY" FUND: [995, 535, 1090, 545]
list-entry: Frank J. Blake, 7th Regiment, clerk, City.: [442, 282, 552, 290]
list-entry: Tawhiao, Pte. Puhi (No. 16/418). Next-of-kin, Mrs. Tui Tawhiao, Raglan. (Severe.): [157, 379, 292, 396]
list-entry: W. I. Gay, Newbury.: [301, 455, 356, 463]
list-entry: Thomas Mackie, range-fitter, City.: [442, 325, 534, 333]
section-heading: PATENTS USEFUL FOR WAR PURPOSES: [991, 416, 1094, 435]
paragraph: The following letter, written in English, by Cardinal Mercier to Cardinal Bourne, and dated March 17, was received 14 Archbishop's House, on Friday, July 17. "The Tablet," on Saturday (July 17): Archeveche de Malines, March 17, 1915.: [584, 120, 716, 170]
headline-australian-news: AUSTRALIAN NEWS: [978, 310, 1107, 326]
paragraph: Mr. Massey: I think it will. The honourable member will remember that it is quite impossible to finally do the college at one go, and that is the next step in the matter.: [584, 660, 716, 694]
article-body: Flour has been reduced by 7s. 6d. a ton from next Monday.: [976, 514, 1109, 531]
dateline: By Telegraph—Press Association—Copyright Rome, August 19.: [871, 647, 962, 664]
divider: [590, 445, 710, 446]
article-body: Fourteen natives have been sentenced to death for the murder of a constable who refused to join the "Ninevites," a native secret society, and a grave social danger among the mines. Hangings are regarded as the only effective measures.: [866, 934, 967, 994]
subhead: THE MURDERER LYNCHED: [883, 75, 950, 94]
article-body: A section of the new bursaries that are being introduced in the public schools is to be devoted exclusively to the children of fallen soldiers.: [976, 475, 1109, 500]
list-entry: A. H. Hyman-Richards, chemist, City.: [442, 316, 543, 324]
casualty-list: [4, 893, 148, 970]
headline: AUSTRALIAN WOUNDED: [883, 336, 950, 360]
headline-roll-of-honour: ROLL OF HONOUR: [37, 46, 115, 84]
list-entry: T. Godfrey, Pahiatua.: [301, 447, 358, 455]
paragraph: Lieut. J. Cox and Lieut. F. Gordon, of the Canterbury Mounted Rifles.: [301, 229, 433, 246]
